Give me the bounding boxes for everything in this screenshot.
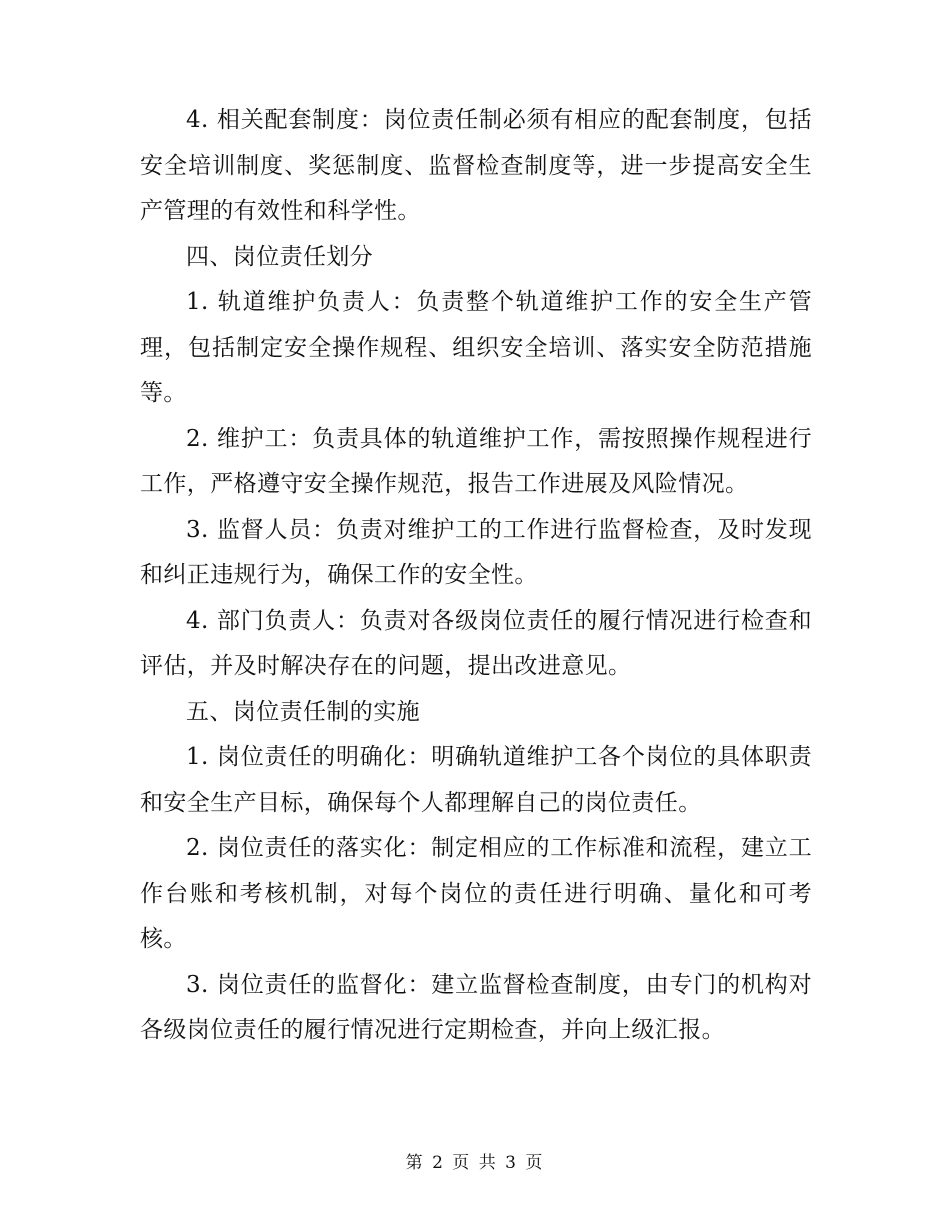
section-heading-responsibility-division: 四、岗位责任划分 — [186, 243, 374, 270]
paragraph-supervision: 3. 岗位责任的监督化：建立监督检查制度，由专门的机构对各级岗位责任的履行情况进行定期检查，并向上级汇报。 — [140, 971, 812, 1043]
paragraph-maintenance-worker: 2. 维护工：负责具体的轨道维护工作，需按照操作规程进行工作，严格遵守安全操作规范，报告工作进展及风险情况。 — [140, 425, 812, 497]
page-number-footer: 第 2 页 共 3 页 — [405, 1153, 545, 1173]
paragraph-track-maintenance-lead: 1. 轨道维护负责人：负责整个轨道维护工作的安全生产管理，包括制定安全操作规程、组织安全培训、落实安全防范措施等。 — [140, 289, 812, 406]
paragraph-supporting-systems: 4. 相关配套制度：岗位责任制必须有相应的配套制度，包括安全培训制度、奖惩制度、监督检查制度等，进一步提高安全生产管理的有效性和科学性。 — [140, 107, 812, 224]
paragraph-supervisor: 3. 监督人员：负责对维护工的工作进行监督检查，及时发现和纠正违规行为，确保工作的安全性。 — [140, 516, 812, 588]
paragraph-department-head: 4. 部门负责人：负责对各级岗位责任的履行情况进行检查和评估，并及时解决存在的问题，提出改进意见。 — [140, 607, 812, 679]
section-heading-implementation: 五、岗位责任制的实施 — [186, 698, 420, 725]
paragraph-implementation: 2. 岗位责任的落实化：制定相应的工作标准和流程，建立工作台账和考核机制，对每个岗位的责任进行明确、量化和可考核。 — [140, 835, 812, 952]
document-body — [140, 98, 812, 1054]
paragraph-clarification: 1. 岗位责任的明确化：明确轨道维护工各个岗位的具体职责和安全生产目标，确保每个人都理解自己的岗位责任。 — [140, 744, 812, 816]
